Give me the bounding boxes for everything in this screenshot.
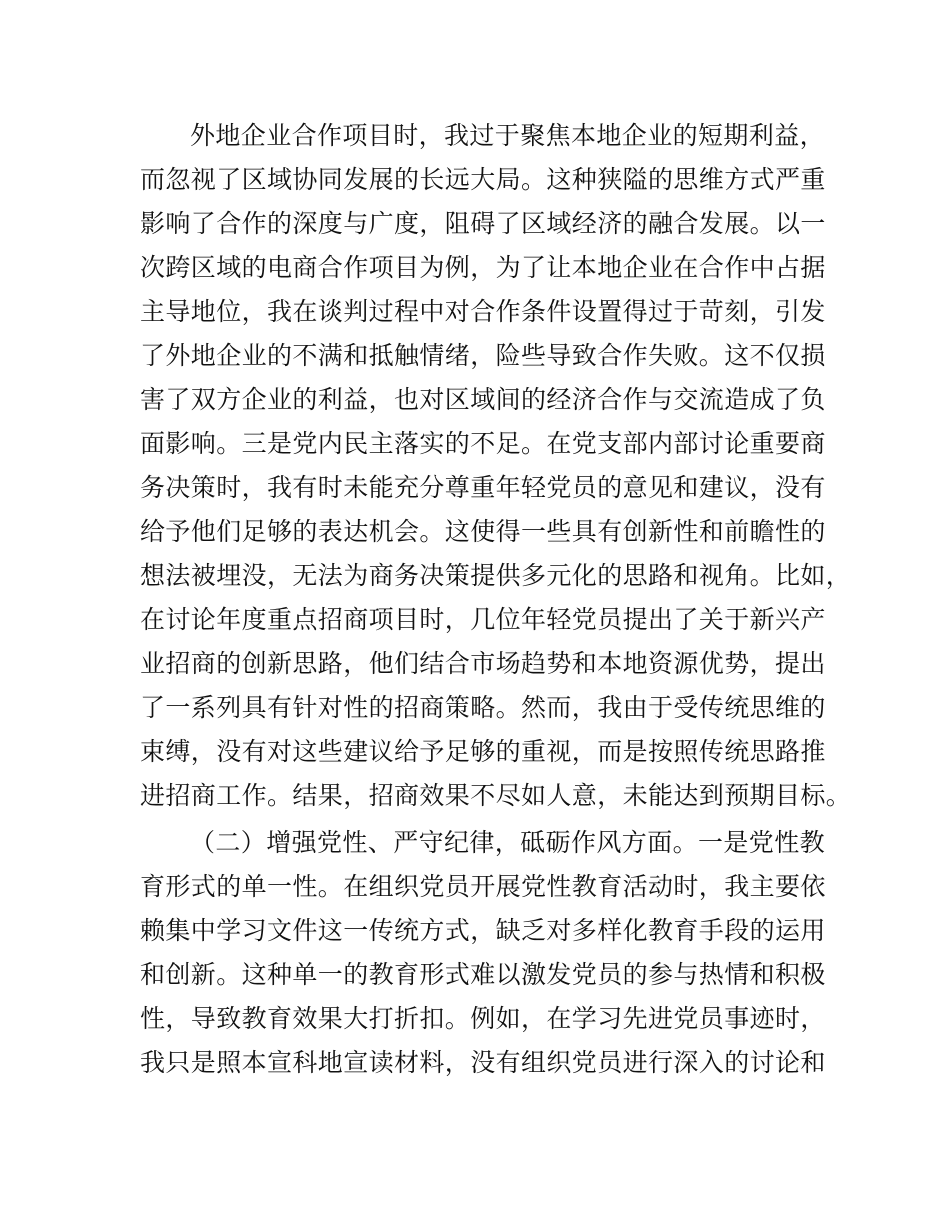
paragraph-2-line-3: 赖集中学习文件这一传统方式，缺乏对多样化教育手段的运用 [140, 916, 826, 945]
paragraph-1-line-8: 面影响。三是党内民主落实的不足。在党支部内部讨论重要商 [140, 429, 826, 458]
paragraph-1-line-13: 业招商的创新思路，他们结合市场趋势和本地资源优势，提出 [140, 649, 826, 678]
paragraph-1-line-4: 次跨区域的电商合作项目为例，为了让本地企业在合作中占据 [140, 253, 826, 282]
paragraph-1-line-3: 影响了合作的深度与广度，阻碍了区域经济的融合发展。以一 [140, 209, 826, 238]
paragraph-2-line-1: （二）增强党性、严守纪律，砥砺作风方面。一是党性教 [190, 828, 826, 857]
paragraph-2-line-2: 育形式的单一性。在组织党员开展党性教育活动时，我主要依 [140, 872, 826, 901]
paragraph-2-line-6: 我只是照本宣科地宣读材料，没有组织党员进行深入的讨论和 [140, 1048, 826, 1077]
paragraph-1-line-7: 害了双方企业的利益，也对区域间的经济合作与交流造成了负 [140, 385, 826, 414]
paragraph-1-line-5: 主导地位，我在谈判过程中对合作条件设置得过于苛刻，引发 [140, 297, 826, 326]
paragraph-1-line-14: 了一系列具有针对性的招商策略。然而，我由于受传统思维的 [140, 693, 826, 722]
paragraph-1-line-9: 务决策时，我有时未能充分尊重年轻党员的意见和建议，没有 [140, 473, 826, 502]
paragraph-1-line-2: 而忽视了区域协同发展的长远大局。这种狭隘的思维方式严重 [140, 165, 826, 194]
paragraph-1-line-6: 了外地企业的不满和抵触情绪，险些导致合作失败。这不仅损 [140, 341, 826, 370]
paragraph-1-line-15: 束缚，没有对这些建议给予足够的重视，而是按照传统思路推 [140, 737, 826, 766]
paragraph-1-line-1: 外地企业合作项目时，我过于聚焦本地企业的短期利益， [190, 121, 826, 150]
paragraph-2-line-4: 和创新。这种单一的教育形式难以激发党员的参与热情和积极 [140, 960, 826, 989]
paragraph-1-line-10: 给予他们足够的表达机会。这使得一些具有创新性和前瞻性的 [140, 517, 826, 546]
paragraph-1-line-11: 想法被埋没，无法为商务决策提供多元化的思路和视角。比如， [140, 561, 852, 590]
paragraph-2-line-5: 性，导致教育效果大打折扣。例如，在学习先进党员事迹时， [140, 1004, 826, 1033]
paragraph-1-line-16: 进招商工作。结果，招商效果不尽如人意，未能达到预期目标。 [140, 781, 852, 810]
paragraph-1-line-12: 在讨论年度重点招商项目时，几位年轻党员提出了关于新兴产 [140, 605, 826, 634]
